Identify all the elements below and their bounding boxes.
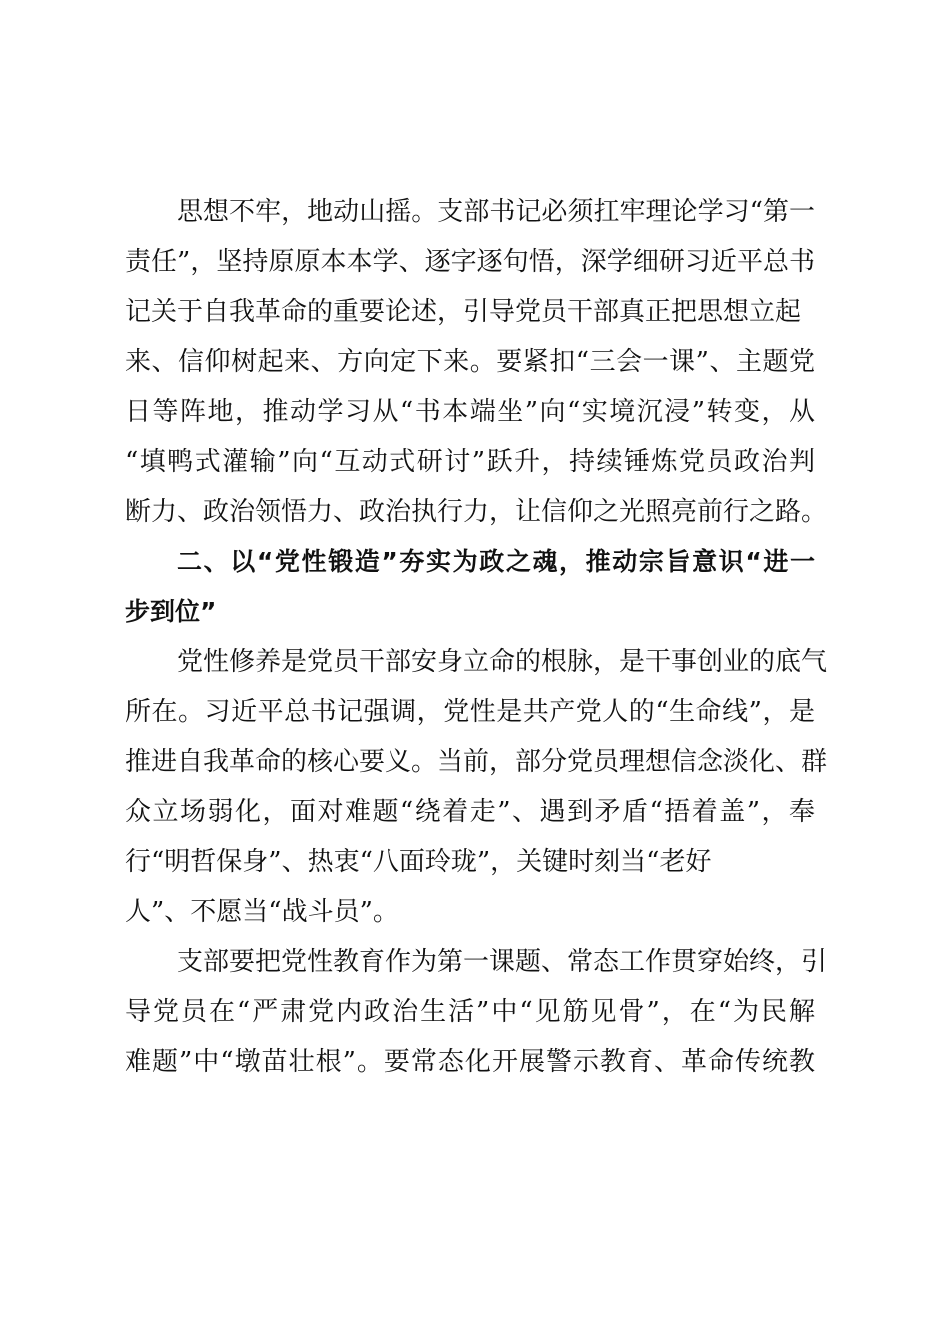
para2-line-6: 人”、不愿当“战斗员”。 (125, 897, 399, 927)
para3-line-3: 难题”中“墩苗壮根”。要常态化开展警示教育、革命传统教 (125, 1047, 815, 1077)
para1-line-1: 思想不牢，地动山摇。支部书记必须扛牢理论学习“第一 (177, 197, 815, 227)
section-heading-line-2: 步到位” (125, 597, 217, 626)
para1-line-7: 断力、政治领悟力、政治执行力，让信仰之光照亮前行之路。 (125, 497, 828, 527)
para2-line-1: 党性修养是党员干部安身立命的根脉，是干事创业的底气 (177, 647, 828, 677)
para2-line-4: 众立场弱化，面对难题“绕着走”、遇到矛盾“捂着盖”，奉 (125, 797, 815, 827)
para1-line-6: “填鸭式灌输”向“互动式研讨”跃升，持续锤炼党员政治判 (125, 447, 815, 477)
para1-line-2: 责任”，坚持原原本本学、逐字逐句悟，深学细研习近平总书 (125, 247, 815, 277)
section-heading-line-1: 二、以“党性锻造”夯实为政之魂，推动宗旨意识“进一 (177, 547, 815, 576)
para3-line-1: 支部要把党性教育作为第一课题、常态工作贯穿始终，引 (177, 947, 828, 977)
para2-line-3: 推进自我革命的核心要义。当前，部分党员理想信念淡化、群 (125, 747, 828, 777)
para2-line-5: 行“明哲保身”、热衷“八面玲珑”，关键时刻当“老好 (125, 847, 712, 877)
para1-line-5: 日等阵地，推动学习从“书本端坐”向“实境沉浸”转变，从 (125, 397, 815, 427)
para2-line-2: 所在。习近平总书记强调，党性是共产党人的“生命线”，是 (125, 697, 815, 727)
para1-line-3: 记关于自我革命的重要论述，引导党员干部真正把思想立起 (125, 297, 802, 327)
para3-line-2: 导党员在“严肃党内政治生活”中“见筋见骨”，在“为民解 (125, 997, 815, 1027)
para1-line-4: 来、信仰树起来、方向定下来。要紧扣“三会一课”、主题党 (125, 347, 815, 377)
